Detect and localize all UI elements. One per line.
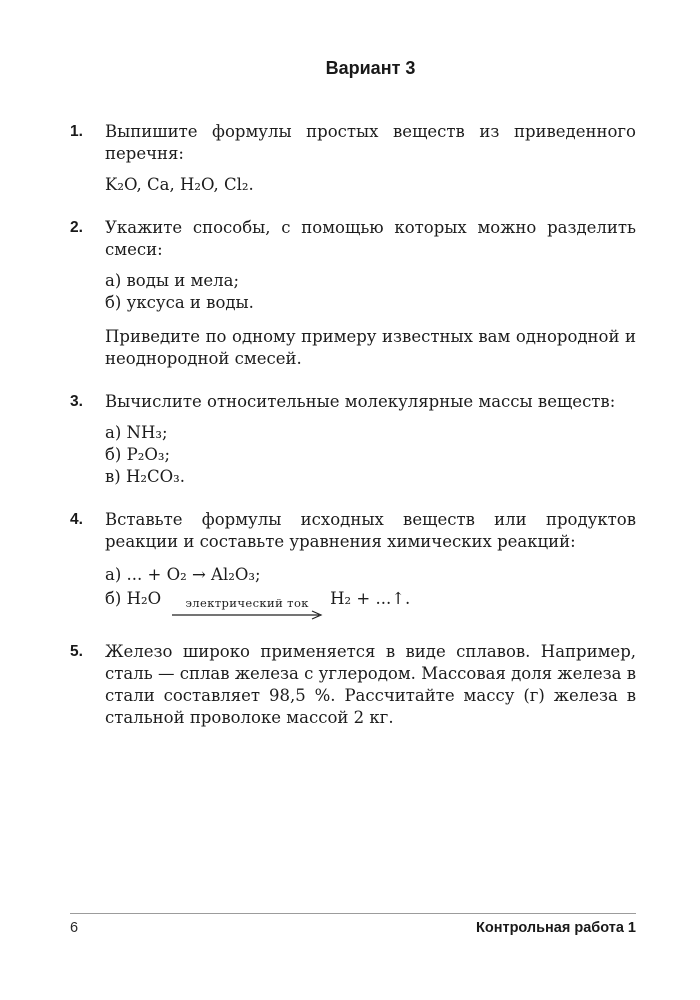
problem-number: 4. — [70, 511, 83, 528]
problem-number: 3. — [70, 393, 83, 410]
problem-item-5 — [70, 641, 636, 729]
problem-item-2 — [70, 217, 636, 370]
problem-number: 5. — [70, 643, 83, 660]
option-line-a: а) воды и мела; — [105, 271, 239, 290]
equation-b-products: H₂ + ...↑. — [330, 589, 411, 608]
note-paragraph: Приведите по одному примеру известных вам однородной и неоднородной смесей. — [105, 327, 636, 368]
footer-section-title: Контрольная работа 1 — [476, 920, 636, 936]
problem-item-1 — [70, 121, 636, 196]
problem-item-3 — [70, 391, 636, 488]
equation-b-reactant: б) H₂O — [105, 589, 162, 608]
problem-number: 2. — [70, 219, 83, 236]
formula-line: K₂O, Ca, H₂O, Cl₂. — [105, 175, 254, 194]
problem-text: Вычислите относительные молекулярные массы веществ: — [105, 392, 616, 411]
option-line-b: б) P₂O₃; — [105, 445, 171, 464]
problem-text: Укажите способы, с помощью которых можно разделить смеси: — [105, 218, 636, 259]
problem-item-4 — [70, 509, 636, 620]
page-number: 6 — [70, 920, 79, 936]
reaction-arrow-label: электрический ток — [185, 596, 309, 610]
option-line-b: б) уксуса и воды. — [105, 293, 254, 312]
option-line-a: а) NH₃; — [105, 423, 168, 442]
equation-list — [105, 563, 636, 620]
option-list — [105, 422, 636, 488]
problem-text: Железо широко применяется в виде сплавов. Например, сталь — сплав железа с углеродом. Массовая доля железа в стали составляет 98,5 %. Рассчитайте массу (г) железа в стальной проволоке массой 2 кг. — [105, 642, 636, 727]
equation-line-b — [105, 587, 636, 620]
reaction-arrow — [171, 597, 323, 620]
problem-text: Вставьте формулы исходных веществ или продуктов реакции и составьте уравнения химических реакций: — [105, 510, 636, 551]
option-line-c: в) H₂CO₃. — [105, 467, 185, 486]
option-list — [105, 270, 636, 314]
page-title: Вариант 3 — [325, 58, 416, 78]
equation-line-a: а) ... + O₂ → Al₂O₃; — [105, 565, 261, 584]
page-footer — [70, 913, 636, 936]
arrow-line-icon — [171, 610, 323, 620]
problem-text: Выпишите формулы простых веществ из приведенного перечня: — [105, 122, 636, 163]
problem-number: 1. — [70, 123, 83, 140]
